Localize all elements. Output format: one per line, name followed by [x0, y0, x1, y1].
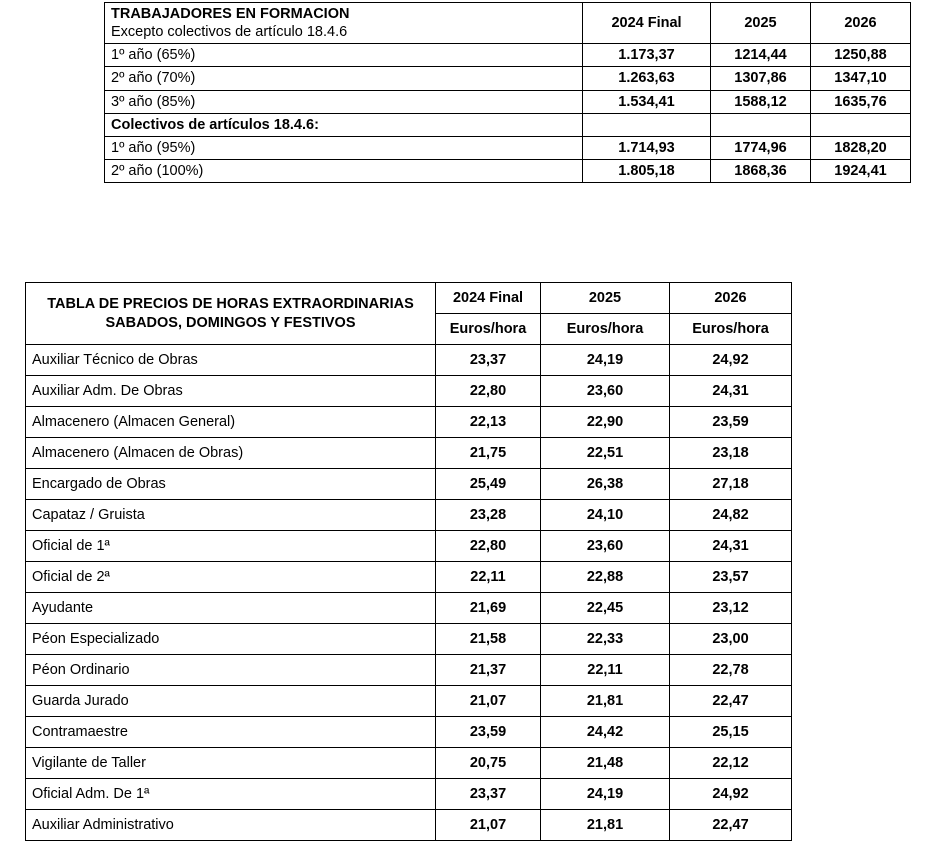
row-value-2024: 1.173,37: [583, 44, 711, 67]
row-label: Oficial de 1ª: [26, 531, 436, 562]
row-value-2026: 23,18: [670, 438, 792, 469]
row-value-2025: 22,11: [541, 655, 670, 686]
row-label: Vigilante de Taller: [26, 748, 436, 779]
row-value-2024: 22,80: [436, 531, 541, 562]
row-value-2026: 22,78: [670, 655, 792, 686]
table-row: [26, 345, 792, 376]
row-value-2025: 22,51: [541, 438, 670, 469]
row-value-2026: 25,15: [670, 717, 792, 748]
row-value-2025: 24,19: [541, 345, 670, 376]
table-row: [26, 748, 792, 779]
section-filler-2025: [711, 113, 811, 136]
row-label: Almacenero (Almacen de Obras): [26, 438, 436, 469]
row-label: Capataz / Gruista: [26, 500, 436, 531]
row-value-2025: 21,48: [541, 748, 670, 779]
row-label: Oficial Adm. De 1ª: [26, 779, 436, 810]
row-value-2024: 23,28: [436, 500, 541, 531]
row-value-2026: 1635,76: [811, 90, 911, 113]
row-value-2024: 21,07: [436, 686, 541, 717]
table-row: [26, 779, 792, 810]
row-value-2025: 22,88: [541, 562, 670, 593]
table-row: [26, 562, 792, 593]
table-row: [26, 810, 792, 841]
table-row: [105, 136, 911, 159]
row-value-2025: 23,60: [541, 376, 670, 407]
column-header-2024: 2024 Final: [436, 283, 541, 314]
row-value-2025: 24,10: [541, 500, 670, 531]
row-value-2024: 21,75: [436, 438, 541, 469]
row-value-2026: 27,18: [670, 469, 792, 500]
horas-extraordinarias-table: [25, 282, 792, 841]
table-row: [26, 531, 792, 562]
row-value-2024: 1.263,63: [583, 67, 711, 90]
table-row: [26, 624, 792, 655]
table-title-line1: TABLA DE PRECIOS DE HORAS EXTRAORDINARIAS: [47, 296, 414, 313]
row-label: 1º año (95%): [105, 136, 583, 159]
row-label: Oficial de 2ª: [26, 562, 436, 593]
table-row: [105, 159, 911, 182]
table-row: [105, 67, 911, 90]
row-value-2026: 24,82: [670, 500, 792, 531]
trabajadores-formacion-table: [104, 2, 911, 183]
table-title-line2: Excepto colectivos de artículo 18.4.6: [111, 24, 348, 41]
row-label: Péon Ordinario: [26, 655, 436, 686]
table-row: [26, 717, 792, 748]
row-value-2024: 25,49: [436, 469, 541, 500]
section-label: Colectivos de artículos 18.4.6:: [105, 113, 583, 136]
row-label: Auxiliar Adm. De Obras: [26, 376, 436, 407]
row-value-2025: 22,33: [541, 624, 670, 655]
row-value-2024: 21,58: [436, 624, 541, 655]
row-value-2026: 23,59: [670, 407, 792, 438]
column-header-2025: 2025: [711, 3, 811, 44]
table-header-row: [105, 3, 911, 44]
row-value-2026: 24,92: [670, 779, 792, 810]
row-value-2026: 24,92: [670, 345, 792, 376]
row-value-2024: 22,80: [436, 376, 541, 407]
row-value-2024: 23,59: [436, 717, 541, 748]
table-row: [26, 593, 792, 624]
row-label: Guarda Jurado: [26, 686, 436, 717]
row-label: 3º año (85%): [105, 90, 583, 113]
row-value-2025: 1868,36: [711, 159, 811, 182]
row-value-2025: 1774,96: [711, 136, 811, 159]
section-filler-2026: [811, 113, 911, 136]
row-value-2024: 21,69: [436, 593, 541, 624]
row-value-2026: 22,47: [670, 686, 792, 717]
table-title-cell: [105, 3, 583, 44]
table-row: [26, 438, 792, 469]
table-row: [105, 90, 911, 113]
row-value-2025: 1214,44: [711, 44, 811, 67]
row-label: Contramaestre: [26, 717, 436, 748]
table-header-row: [26, 283, 792, 314]
row-value-2025: 21,81: [541, 686, 670, 717]
row-value-2025: 1307,86: [711, 67, 811, 90]
row-label: Auxiliar Administrativo: [26, 810, 436, 841]
row-value-2026: 24,31: [670, 531, 792, 562]
row-value-2024: 23,37: [436, 779, 541, 810]
table-row: [26, 500, 792, 531]
column-header-2026: 2026: [670, 283, 792, 314]
row-value-2024: 1.805,18: [583, 159, 711, 182]
row-label: Encargado de Obras: [26, 469, 436, 500]
row-value-2025: 23,60: [541, 531, 670, 562]
row-value-2024: 21,07: [436, 810, 541, 841]
row-value-2024: 22,13: [436, 407, 541, 438]
column-header-2026: 2026: [811, 3, 911, 44]
row-label: Almacenero (Almacen General): [26, 407, 436, 438]
row-value-2024: 22,11: [436, 562, 541, 593]
row-value-2025: 24,42: [541, 717, 670, 748]
row-value-2026: 23,12: [670, 593, 792, 624]
row-value-2025: 26,38: [541, 469, 670, 500]
row-value-2025: 21,81: [541, 810, 670, 841]
row-value-2026: 1347,10: [811, 67, 911, 90]
table-row: [26, 376, 792, 407]
row-label: Auxiliar Técnico de Obras: [26, 345, 436, 376]
row-value-2025: 1588,12: [711, 90, 811, 113]
column-unit-2026: Euros/hora: [670, 314, 792, 345]
row-value-2025: 22,90: [541, 407, 670, 438]
table-row: [26, 655, 792, 686]
table-section-row: [105, 113, 911, 136]
row-value-2024: 1.534,41: [583, 90, 711, 113]
row-value-2026: 22,47: [670, 810, 792, 841]
table-title-cell: [26, 283, 436, 345]
row-label: Ayudante: [26, 593, 436, 624]
trabajadores-formacion-table-container: [104, 2, 910, 183]
row-value-2024: 1.714,93: [583, 136, 711, 159]
table-title-line2: SABADOS, DOMINGOS Y FESTIVOS: [105, 314, 356, 331]
row-label: 2º año (100%): [105, 159, 583, 182]
horas-extraordinarias-table-container: [25, 282, 791, 841]
row-value-2024: 21,37: [436, 655, 541, 686]
table-row: [26, 686, 792, 717]
row-value-2026: 1924,41: [811, 159, 911, 182]
row-value-2025: 24,19: [541, 779, 670, 810]
column-unit-2025: Euros/hora: [541, 314, 670, 345]
row-value-2025: 22,45: [541, 593, 670, 624]
section-filler-2024: [583, 113, 711, 136]
column-header-2025: 2025: [541, 283, 670, 314]
row-value-2024: 20,75: [436, 748, 541, 779]
table-row: [105, 44, 911, 67]
row-value-2026: 24,31: [670, 376, 792, 407]
row-value-2026: 1828,20: [811, 136, 911, 159]
table-row: [26, 469, 792, 500]
row-value-2026: 1250,88: [811, 44, 911, 67]
column-header-2024: 2024 Final: [583, 3, 711, 44]
row-value-2026: 22,12: [670, 748, 792, 779]
row-label: 1º año (65%): [105, 44, 583, 67]
row-value-2026: 23,00: [670, 624, 792, 655]
row-label: 2º año (70%): [105, 67, 583, 90]
table-row: [26, 407, 792, 438]
row-value-2026: 23,57: [670, 562, 792, 593]
row-value-2024: 23,37: [436, 345, 541, 376]
row-label: Péon Especializado: [26, 624, 436, 655]
column-unit-2024: Euros/hora: [436, 314, 541, 345]
table-title-line1: TRABAJADORES EN FORMACION: [111, 6, 350, 22]
